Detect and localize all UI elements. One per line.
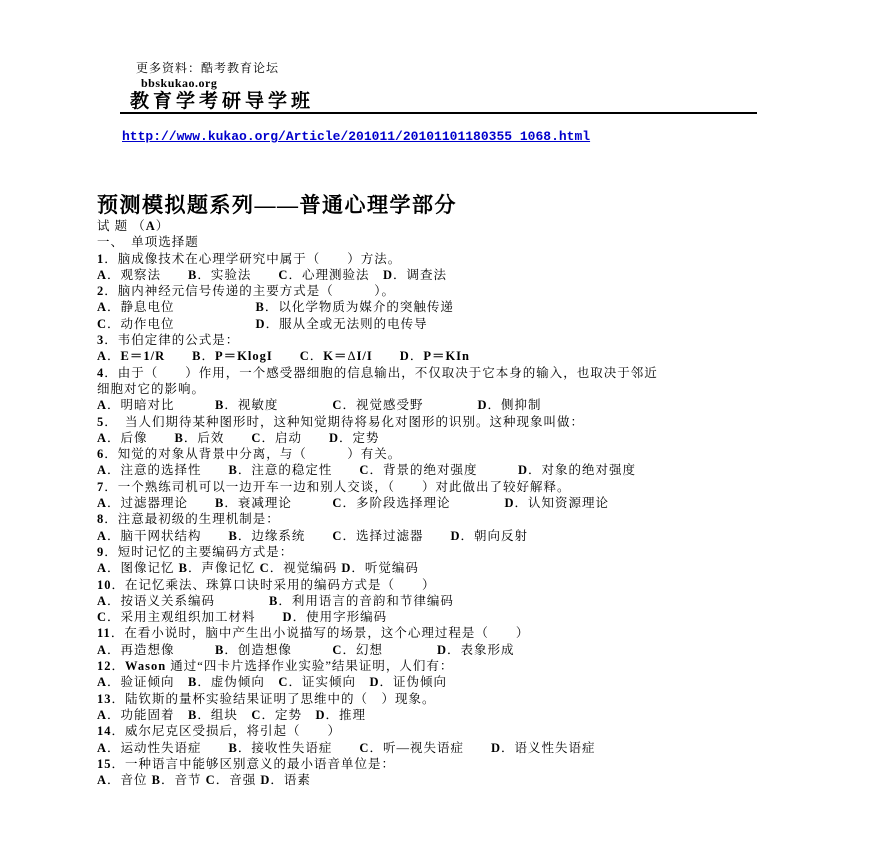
article-link[interactable]: http://www.kukao.org/Article/201011/20101101180355_1068.html: [122, 129, 591, 144]
question-text: 6．知觉的对象从背景中分离，与（ ）有关。: [97, 447, 402, 462]
options-line: A．图像记忆 B．声像记忆 C．视觉编码 D．听觉编码: [97, 561, 419, 576]
options-line: A．后像 B．后效 C．启动 D．定势: [97, 430, 380, 445]
exam-lines: [97, 218, 797, 788]
options-line: A．观察法 B．实验法 C．心理测验法 D．调查法: [97, 267, 447, 282]
options-line: A．再造想像 B．创造想像 C．幻想 D．表象形成: [97, 642, 515, 657]
options-line: C．采用主观组织加工材料 D．使用字形编码: [97, 610, 388, 625]
options-line: A．静息电位 B．以化学物质为媒介的突触传递: [97, 300, 454, 315]
options-line: A．功能固着 B．组块 C．定势 D．推理: [97, 707, 366, 722]
header-site-name: bbskukao.org: [141, 76, 218, 90]
question-text: 8．注意最初级的生理机制是：: [97, 512, 280, 527]
question-text: 11．在看小说时，脑中产生出小说描写的场景，这个心理过程是（ ）: [97, 626, 530, 641]
options-line: A．明暗对比 B．视敏度 C．视觉感受野 D．侧抑制: [97, 398, 542, 413]
question-text: 10．在记忆乘法、珠算口诀时采用的编码方式是（ ）: [97, 577, 436, 592]
question-text: 3．韦伯定律的公式是：: [97, 333, 240, 348]
options-line: A．按语义关系编码 B．利用语言的音韵和节律编码: [97, 593, 454, 608]
question-text: 5． 当人们期待某种图形时，这种知觉期待将易化对图形的识别。这种现象叫做：: [97, 414, 585, 429]
options-line: A．运动性失语症 B．接收性失语症 C．听—视失语症 D．语义性失语症: [97, 740, 596, 755]
question-text: 13．陆钦斯的量杯实验结果证明了思维中的（ ）现象。: [97, 691, 436, 706]
options-line: A．E＝1/R B．P＝KlogI C．K＝ΔI/I D．P＝KIn: [97, 349, 471, 364]
question-text: 2．脑内神经元信号传递的主要方式是（ ）。: [97, 284, 396, 299]
options-line: A．注意的选择性 B．注意的稳定性 C．背景的绝对强度 D．对象的绝对强度: [97, 463, 636, 478]
question-text: 15．一种语言中能够区别意义的最小语音单位是：: [97, 756, 396, 771]
section-heading: 预测模拟题系列——普通心理学部分: [97, 193, 457, 217]
question-text-continued: 细胞对它的影响。: [97, 381, 206, 396]
options-line: C．动作电位 D．服从全或无法则的电传导: [97, 316, 428, 331]
question-text: 4．由于（ ）作用，一个感受器细胞的信息输出，不仅取决于它本身的输入，也取决于邻近: [97, 365, 658, 380]
question-text: 12．Wason 通过“四卡片选择作业实验”结果证明，人们有：: [97, 659, 454, 674]
paper-label: 试 题 （A）: [97, 219, 170, 233]
options-line: A．脑干网状结构 B．边缘系统 C．选择过滤器 D．朝向反射: [97, 528, 528, 543]
course-title: 教育学考研导学班: [130, 91, 315, 112]
question-text: 14．威尔尼克区受损后，将引起（ ）: [97, 724, 342, 739]
section-label: 一、 单项选择题: [97, 235, 199, 250]
question-text: 9．短时记忆的主要编码方式是：: [97, 544, 294, 559]
header-more-info-text: 更多资料：酷考教育论坛: [136, 61, 280, 75]
options-line: A．音位 B．音节 C．音强 D．语素: [97, 773, 311, 788]
question-text: 7．一个熟练司机可以一边开车一边和别人交谈，（ ）对此做出了较好解释。: [97, 479, 571, 494]
options-line: A．过滤器理论 B．衰减理论 C．多阶段选择理论 D．认知资源理论: [97, 496, 609, 511]
options-line: A．验证倾向 B．虚伪倾向 C．证实倾向 D．证伪倾向: [97, 675, 447, 690]
question-text: 1．脑成像技术在心理学研究中属于（ ）方法。: [97, 251, 402, 266]
